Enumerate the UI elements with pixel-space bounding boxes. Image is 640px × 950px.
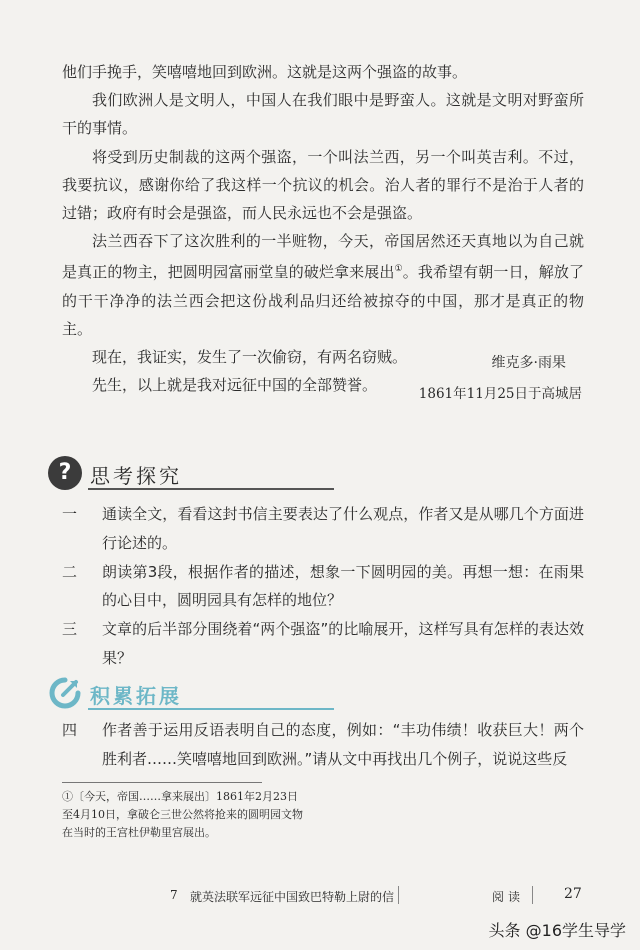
section-header-extension xyxy=(48,676,348,710)
question-mark-icon: ? xyxy=(48,456,82,490)
question-text: 朗读第3段，根据作者的描述，想象一下圆明园的美。再想一想：在雨果的心目中，圆明园具有怎样的地位？ xyxy=(102,562,584,610)
page-number: 27 xyxy=(564,886,582,902)
question-text: 通读全文，看看这封书信主要表达了什么观点，作者又是从哪几个方面进行论述的。 xyxy=(102,505,584,552)
section-label: 阅读 xyxy=(492,890,525,904)
watermark: 头条 @16学生导学 xyxy=(488,921,626,940)
question-number: 一 xyxy=(62,505,78,523)
footer-separator xyxy=(398,886,399,904)
paragraph-3: 将受到历史制裁的这两个强盗，一个叫法兰西，另一个叫英吉利。不过，我要抗议，感谢你给了我这样一个抗议的机会。治人者的罪行不是治于人者的过错；政府有时会是强盗，而人民永远也不会是强盗。 xyxy=(62,147,584,223)
section-title-extension: 积累拓展 xyxy=(90,684,182,708)
section-divider xyxy=(88,488,334,490)
question-item xyxy=(62,716,584,774)
footnote-divider xyxy=(62,782,262,783)
letter-body xyxy=(62,58,584,399)
question-text: 作者善于运用反语表明自己的态度，例如：“丰功伟绩！收获巨大！两个胜利者……笑嘻嘻地回到欧洲。”请从文中再找出几个例子，说说这些反 xyxy=(102,721,584,768)
section-header-thinking xyxy=(48,456,348,490)
question-number: 三 xyxy=(62,620,78,639)
question-number: 四 xyxy=(62,721,78,739)
lesson-number: 7 xyxy=(170,888,178,902)
question-list-thinking xyxy=(62,500,584,673)
question-list-extension xyxy=(62,716,584,774)
paragraph-4-part-a: 法兰西吞下了这次胜利的一半赃物，今天，帝国居然还天真地以为自己就是真正的物主，把圆明园富丽堂皇的破烂拿来展出 xyxy=(62,232,584,282)
signature: 维克多·雨果 xyxy=(491,355,566,371)
lesson-title: 就英法联军远征中国致巴特勒上尉的信 xyxy=(190,890,395,904)
paragraph-5: 现在，我证实，发生了一次偷窃，有两名窃贼。 xyxy=(92,348,408,367)
paragraph-1: 他们手挽手，笑嘻嘻地回到欧洲。这就是这两个强盗的故事。 xyxy=(62,63,468,81)
footer-separator xyxy=(532,886,533,904)
section-divider xyxy=(88,708,334,710)
paragraph-6: 先生，以上就是我对远征中国的全部赞誉。 xyxy=(92,376,378,395)
question-item xyxy=(62,615,584,673)
footnote-marker[interactable]: ① xyxy=(394,264,403,275)
question-item xyxy=(62,500,584,558)
paragraph-2: 我们欧洲人是文明人，中国人在我们眼中是野蛮人。这就是文明对野蛮所干的事情。 xyxy=(62,91,584,138)
question-text: 文章的后半部分围绕着“两个强盗”的比喻展开，这样写具有怎样的表达效果？ xyxy=(102,620,584,667)
paragraph-4 xyxy=(62,227,584,343)
footnote: ①〔今天，帝国……拿来展出〕1861年2月23日至4月10日，拿破仑三世公然将抢来的圆明园文物在当时的王宫杜伊勒里宫展出。 xyxy=(62,790,303,839)
question-number: 二 xyxy=(62,562,78,581)
question-item xyxy=(62,558,584,616)
section-title-thinking: 思考探究 xyxy=(90,464,182,488)
paragraph-4-part-b: 。我希望有朝一日，解放了的干干净净的法兰西会把这份战利品归还给被掠夺的中国，那才是真正的物主。 xyxy=(62,263,584,338)
page-footer xyxy=(0,880,640,920)
letter-date: 1861年11月25日于高城居 xyxy=(418,386,582,402)
arrow-target-icon xyxy=(48,676,82,710)
